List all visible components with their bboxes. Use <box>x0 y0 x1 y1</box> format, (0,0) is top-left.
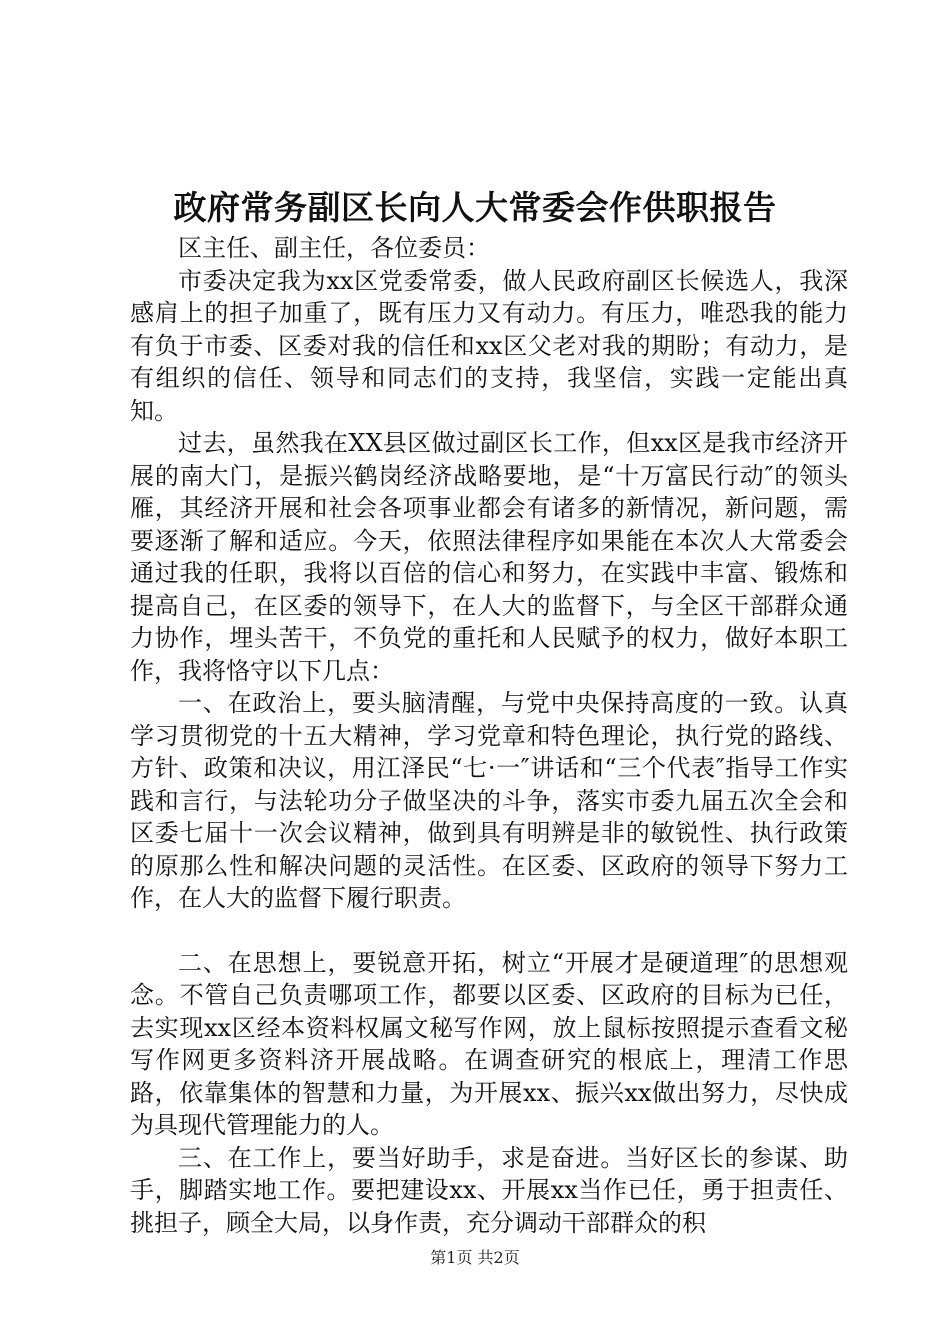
body-paragraph-2: 过去，虽然我在XX县区做过副区长工作，但xx区是我市经济开展的南大门，是振兴鹤岗经济战略要地，是“十万富民行动″的领头雁，其经济开展和社会各项事业都会有诸多的新情况，新问题，需要逐渐了解和适应。今天，依照法律程序如果能在本次人大常委会通过我的任职，我将以百倍的信心和努力，在实践中丰富、锻炼和提高自己，在区委的领导下，在人大的监督下，与全区干部群众通力协作，埋头苦干，不负党的重托和人民赋予的权力，做好本职工作，我将恪守以下几点： <box>130 429 848 685</box>
body-paragraph-3: 一、在政治上，要头脑清醒，与党中央保持高度的一致。认真学习贯彻党的十五大精神，学习党章和特色理论，执行党的路线、方针、政策和决议，用江泽民“七·一″讲话和“三个代表″指导工作实践和言行，与法轮功分子做坚决的斗争，落实市委九届五次全会和区委七届十一次会议精神，做到具有明辨是非的敏锐性、执行政策的原那么性和解决问题的灵活性。在区委、区政府的领导下努力工作，在人大的监督下履行职责。 <box>130 689 848 912</box>
body-paragraph-5: 三、在工作上，要当好助手，求是奋进。当好区长的参谋、助手，脚踏实地工作。要把建设xx、开展xx当作已任，勇于担责任、挑担子，顾全大局，以身作责，充分调动干部群众的积 <box>130 1143 848 1237</box>
body-paragraph-4: 二、在思想上，要锐意开拓，树立“开展才是硬道理″的思想观念。不管自己负责哪项工作，都要以区委、区政府的目标为已任，去实现xx区经本资料权属文秘写作网，放上鼠标按照提示查看文秘写作网更多资料济开展战略。在调查研究的根底上，理清工作思路，依靠集体的智慧和力量，为开展xx、振兴xx做出努力，尽快成为具现代管理能力的人。 <box>130 948 848 1139</box>
document-title: 政府常务副区长向人大常委会作供职报告 <box>173 188 777 227</box>
body-paragraph-1: 市委决定我为xx区党委常委，做人民政府副区长候选人，我深感肩上的担子加重了，既有压力又有动力。有压力，唯恐我的能力有负于市委、区委对我的信任和xx区父老对我的期盼；有动力，是有组织的信任、领导和同志们的支持，我坚信，实践一定能出真知。 <box>130 266 848 425</box>
salutation-paragraph: 区主任、副主任，各位委员： <box>178 234 490 262</box>
page-number-footer: 第1页 共2页 <box>430 1248 520 1267</box>
document-body <box>130 232 848 1239</box>
